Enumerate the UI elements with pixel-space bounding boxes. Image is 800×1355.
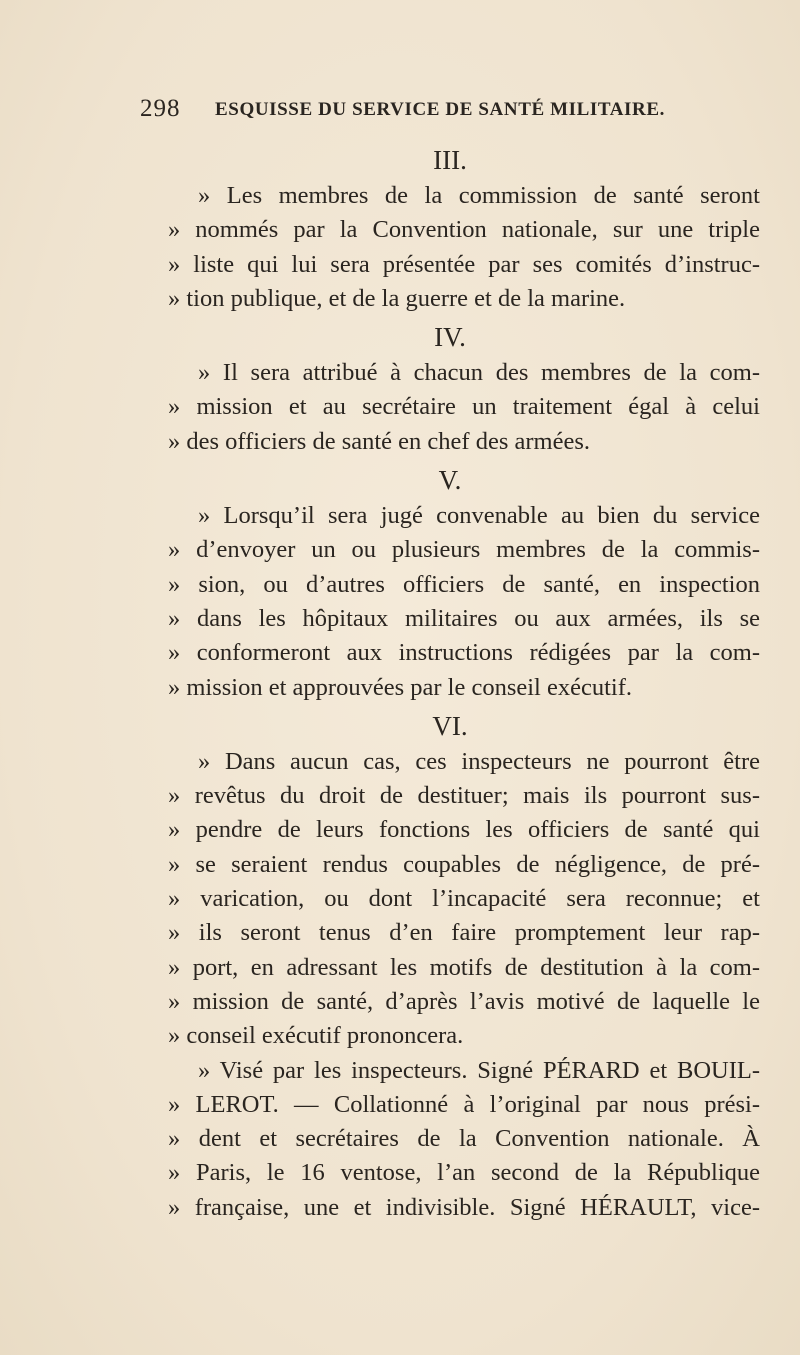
text-line: » tion publique, et de la guerre et de la marine. (168, 284, 626, 312)
text-line: » Lorsqu’il sera jugé convenable au bien du service (198, 502, 760, 530)
text-line: » dans les hôpitaux militaires ou aux armées, ils se (168, 604, 760, 632)
text-line: » conseil exécutif prononcera. (168, 1022, 464, 1050)
text-line: » sion, ou d’autres officiers de santé, en inspection (168, 570, 760, 598)
text-line: » Les membres de la commission de santé seront (198, 182, 760, 209)
text-line: » se seraient rendus coupables de négligence, de pré- (168, 850, 760, 878)
text-line: » LEROT. — Collationné à l’original par nous prési- (168, 1090, 760, 1118)
text-line: » conformeront aux instructions rédigées par la com- (168, 639, 760, 667)
text-line: » Paris, le 16 ventose, l’an second de la République (168, 1159, 760, 1187)
text-line: » port, en adressant les motifs de destitution à la com- (168, 953, 760, 981)
text-line: » française, une et indivisible. Signé HÉRAULT, vice- (168, 1193, 760, 1221)
text-line: » liste qui lui sera présentée par ses comités d’instruc- (168, 250, 760, 278)
article-heading-4: IV. (434, 322, 466, 353)
page-number: 298 (140, 95, 181, 122)
text-line: » revêtus du droit de destituer; mais ils pourront sus- (168, 782, 760, 810)
text-line: » Visé par les inspecteurs. Signé PÉRARD et BOUIL- (198, 1056, 760, 1084)
page-body (168, 143, 760, 1225)
page-header (140, 95, 665, 135)
text-line: » varication, ou dont l’incapacité sera reconnue; et (168, 885, 760, 913)
running-title: ESQUISSE DU SERVICE DE SANTÉ MILITAIRE. (215, 99, 665, 120)
text-line: » mission de santé, d’après l’avis motivé de laquelle le (168, 987, 760, 1015)
text-line: » pendre de leurs fonctions les officiers de santé qui (168, 816, 760, 844)
article-heading-5: V. (438, 465, 462, 496)
text-line: » des officiers de santé en chef des armées. (168, 427, 590, 455)
article-heading-6: VI. (432, 710, 468, 741)
text-line: » d’envoyer un ou plusieurs membres de la commis- (168, 536, 760, 564)
text-line: » nommés par la Convention nationale, sur une triple (168, 216, 760, 244)
text-line: » Dans aucun cas, ces inspecteurs ne pourront être (198, 747, 760, 775)
text-line: » mission et approuvées par le conseil exécutif. (168, 673, 632, 701)
article-heading-3: III. (433, 145, 467, 175)
text-line: » mission et au secrétaire un traitement égal à celui (168, 393, 760, 421)
text-line: » ils seront tenus d’en faire promptement leur rap- (168, 919, 760, 947)
text-line: » dent et secrétaires de la Convention nationale. À (168, 1125, 760, 1153)
text-line: » Il sera attribué à chacun des membres de la com- (198, 359, 760, 387)
